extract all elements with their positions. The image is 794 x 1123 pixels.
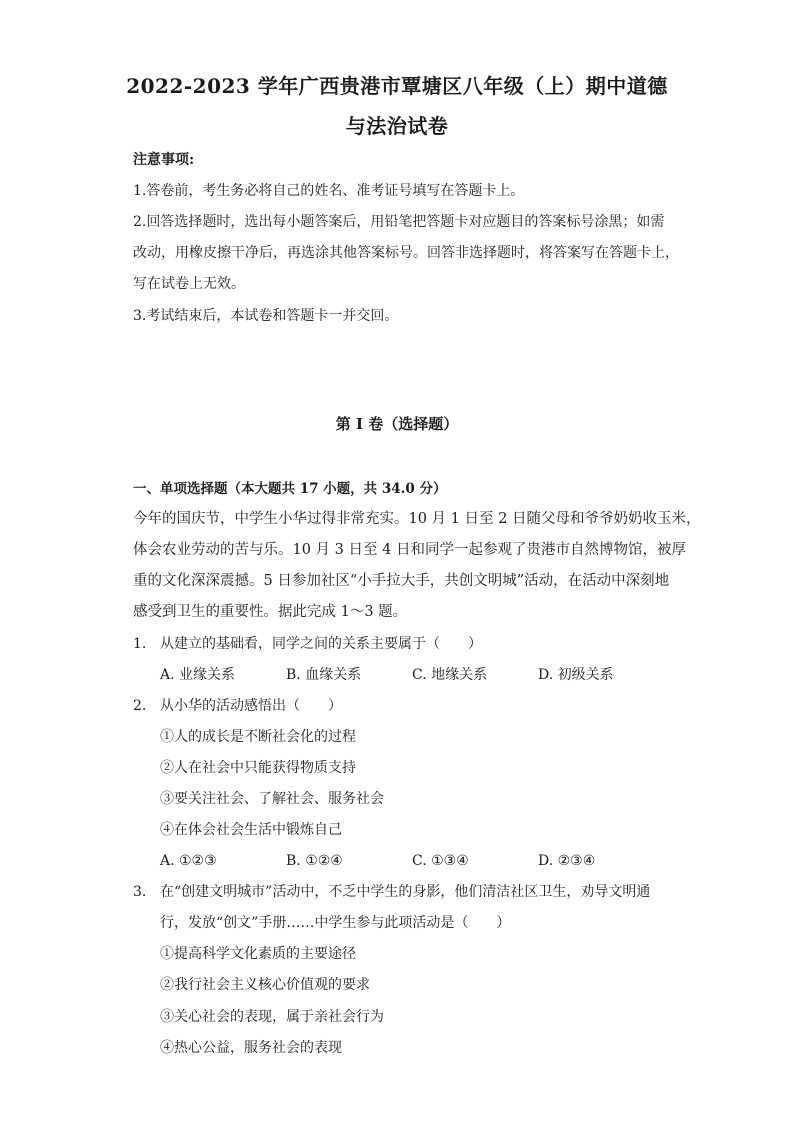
passage-line: 感受到卫生的重要性。据此完成 1～3 题。 — [133, 604, 408, 620]
passage-line: 今年的国庆节，中学生小华过得非常充实。10 月 1 日至 2 日随父母和爷爷奶奶收玉米， — [133, 511, 701, 527]
exam-title-line1: 2022-2023 学年广西贵港市覃塘区八年级（上）期中道德 — [126, 74, 668, 98]
option-b: B. ①②④ — [286, 853, 343, 869]
section-heading: 一、单项选择题（本大题共 17 小题，共 34.0 分） — [133, 481, 447, 497]
notice-item: 2.回答选择题时，选出每小题答案后，用铅笔把答题卡对应题目的答案标号涂黑；如需 — [133, 214, 665, 230]
question-stem: 在“创建文明城市”活动中，不乏中学生的身影，他们清洁社区卫生，劝导文明通 — [160, 884, 651, 900]
statement: ①人的成长是不断社会化的过程 — [160, 729, 356, 745]
question-stem: 从小华的活动感悟出（ ） — [160, 698, 342, 714]
question-number: 2. — [133, 698, 147, 714]
statement: ④在体会社会生活中锻炼自己 — [160, 822, 342, 838]
question-number: 1. — [133, 636, 147, 652]
notice-heading: 注意事项: — [133, 152, 195, 168]
statement: ①提高科学文化素质的主要途径 — [160, 946, 356, 962]
notice-item: 写在试卷上无效。 — [133, 276, 245, 292]
part-title: 第 I 卷（选择题） — [335, 415, 459, 433]
notice-item: 3.考试结束后，本试卷和答题卡一并交回。 — [133, 308, 399, 324]
option-d: D. ②③④ — [538, 853, 596, 869]
question-stem: 从建立的基础看，同学之间的关系主要属于（ ） — [160, 636, 482, 652]
notice-item: 1.答卷前，考生务必将自己的姓名、准考证号填写在答题卡上。 — [133, 183, 525, 199]
option-b: B. 血缘关系 — [286, 667, 362, 683]
question-stem: 行，发放“创文”手册……中学生参与此项活动是（ ） — [160, 915, 511, 931]
notice-item: 改动，用橡皮擦干净后，再选涂其他答案标号。回答非选择题时，将答案写在答题卡上， — [133, 245, 679, 261]
statement: ③关心社会的表现，属于亲社会行为 — [160, 1009, 384, 1025]
statement: ②人在社会中只能获得物质支持 — [160, 760, 356, 776]
option-a: A. ①②③ — [160, 853, 217, 869]
option-c: C. ①③④ — [412, 853, 469, 869]
statement: ④热心公益，服务社会的表现 — [160, 1040, 342, 1056]
passage-line: 重的文化深深震撼。5 日参加社区“小手拉大手，共创文明城”活动，在活动中深刻地 — [133, 573, 670, 589]
passage-line: 体会农业劳动的苦与乐。10 月 3 日至 4 日和同学一起参观了贵港市自然博物馆，被厚 — [133, 542, 686, 558]
statement: ③要关注社会、了解社会、服务社会 — [160, 791, 384, 807]
statement: ②我行社会主义核心价值观的要求 — [160, 977, 370, 993]
option-d: D. 初级关系 — [538, 667, 614, 683]
option-a: A. 业缘关系 — [160, 667, 236, 683]
question-number: 3. — [133, 884, 147, 900]
option-c: C. 地缘关系 — [412, 667, 488, 683]
exam-title-line2: 与法治试卷 — [345, 114, 449, 138]
